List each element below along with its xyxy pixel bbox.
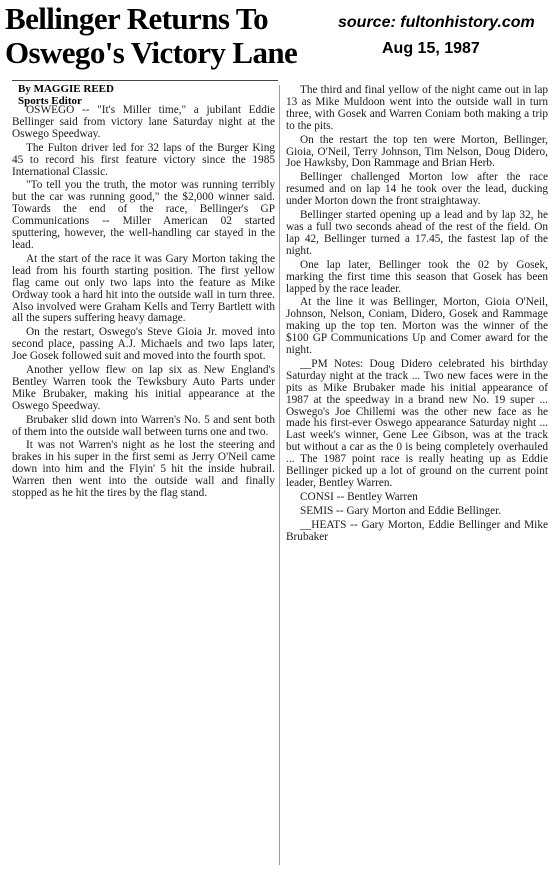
- paragraph: Bellinger started opening up a lead and by lap 32, he was a full two seconds ahead of the rest of the field. On lap 42, Bellinger turned a 17.45, the fastest lap of the night.: [286, 209, 548, 257]
- paragraph: On the restart the top ten were Morton, Bellinger, Gioia, O'Neil, Terry Johnson, Tim Nelson, Doug Didero, Joe Hawksby, Don Rammage and Brian Herb.: [286, 133, 548, 170]
- paragraph: Brubaker slid down into Warren's No. 5 and sent both of them into the outside wall between turns one and two.: [12, 413, 275, 438]
- paragraph: The Fulton driver led for 32 laps of the Burger King 45 to record his first feature victory since the 1985 International Classic.: [12, 141, 275, 178]
- paragraph: "To tell you the truth, the motor was running terribly but the car was running good," the $2,000 winner said. Towards the end of the race, Bellinger's GP Communications -- Miller American 02 started sputtering, however, the well-handling car stayed in the lead.: [12, 179, 275, 251]
- source-credit: source: fultonhistory.com: [338, 14, 535, 31]
- byline-rule: [12, 80, 278, 81]
- byline-author: By MAGGIE REED: [18, 83, 114, 95]
- paragraph: The third and final yellow of the night came out in lap 13 as Mike Muldoon went into the outside wall in turn three, with Gosek and Warren Coniam both making a trip to the pits.: [286, 84, 548, 132]
- semis-result: SEMIS -- Gary Morton and Eddie Bellinger.: [300, 504, 502, 517]
- paragraph: On the restart, Oswego's Steve Gioia Jr. moved into second place, passing A.J. Michaels and two laps later, Joe Gosek followed suit and moved into the fourth spot.: [12, 326, 275, 363]
- consi-result: CONSI -- Bentley Warren: [300, 490, 418, 503]
- pit-notes-paragraph: __PM Notes: Doug Didero celebrated his birthday Saturday night at the track ... Two new faces were in the pits as Mike Brubaker made his initial appearance of 1987 at the speedway in a brand new No. 19 super ... Oswego's Joe Chillemi was the other new face as he made his first-ever Oswego appearance Saturday night ... Last week's winner, Gene Lee Gibson, was at the track but without a car as the 0 is being completely overhauled ... The 1987 point race is really heating up as Eddie Bellinger picked up a lot of ground on the current point leader, Bentley Warren.: [286, 357, 548, 489]
- column-divider: [279, 85, 280, 865]
- paragraph: OSWEGO -- "It's Miller time," a jubilant Eddie Bellinger said from victory lane Saturday night at the Oswego Speedway.: [12, 104, 275, 140]
- publication-date: Aug 15, 1987: [382, 40, 480, 57]
- paragraph: At the start of the race it was Gary Morton taking the lead from his fourth starting position. The first yellow flag came out only two laps into the feature as Mike Ordway took a hard hit into the outside wall in turn three. Also involved were Graham Kells and Terry Bartlett with all the supers suffering heavy damage.: [12, 252, 275, 325]
- heats-result: __HEATS -- Gary Morton, Eddie Bellinger and Mike Brubaker: [286, 518, 548, 543]
- paragraph: At the line it was Bellinger, Morton, Gioia O'Neil, Johnson, Nelson, Coniam, Didero, Gosek and Rammage making up the top ten. Morton was the winner of the $100 GP Communications Up and Comer award for the night.: [286, 296, 548, 357]
- byline-role: Sports Editor: [18, 95, 82, 107]
- article-column-right: [286, 85, 548, 546]
- paragraph: One lap later, Bellinger took the 02 by Gosek, marking the first time this season that Gosek has been lapped by the race leader.: [286, 258, 548, 295]
- headline: [5, 2, 335, 70]
- headline-line-2: Oswego's Victory Lane: [5, 35, 298, 70]
- article-column-left: [12, 105, 275, 502]
- headline-line-1: Bellinger Returns To: [5, 1, 269, 36]
- paragraph: It was not Warren's night as he lost the steering and brakes in his super in the first semi as Jerry O'Neil came down into him and the Flyin' 5 hit the inside hubrail. Warren then went into the outside wall and finally stopped as he hit the tires by the flag stand.: [12, 439, 275, 500]
- paragraph: Another yellow flew on lap six as New England's Bentley Warren took the Tewksbury Auto Parts under Mike Brubaker, making his initial appearance at the Oswego Speedway.: [12, 364, 275, 412]
- paragraph: Bellinger challenged Morton low after the race resumed and on lap 14 he took over the lead, ducking under Morton down the front straightaway.: [286, 171, 548, 208]
